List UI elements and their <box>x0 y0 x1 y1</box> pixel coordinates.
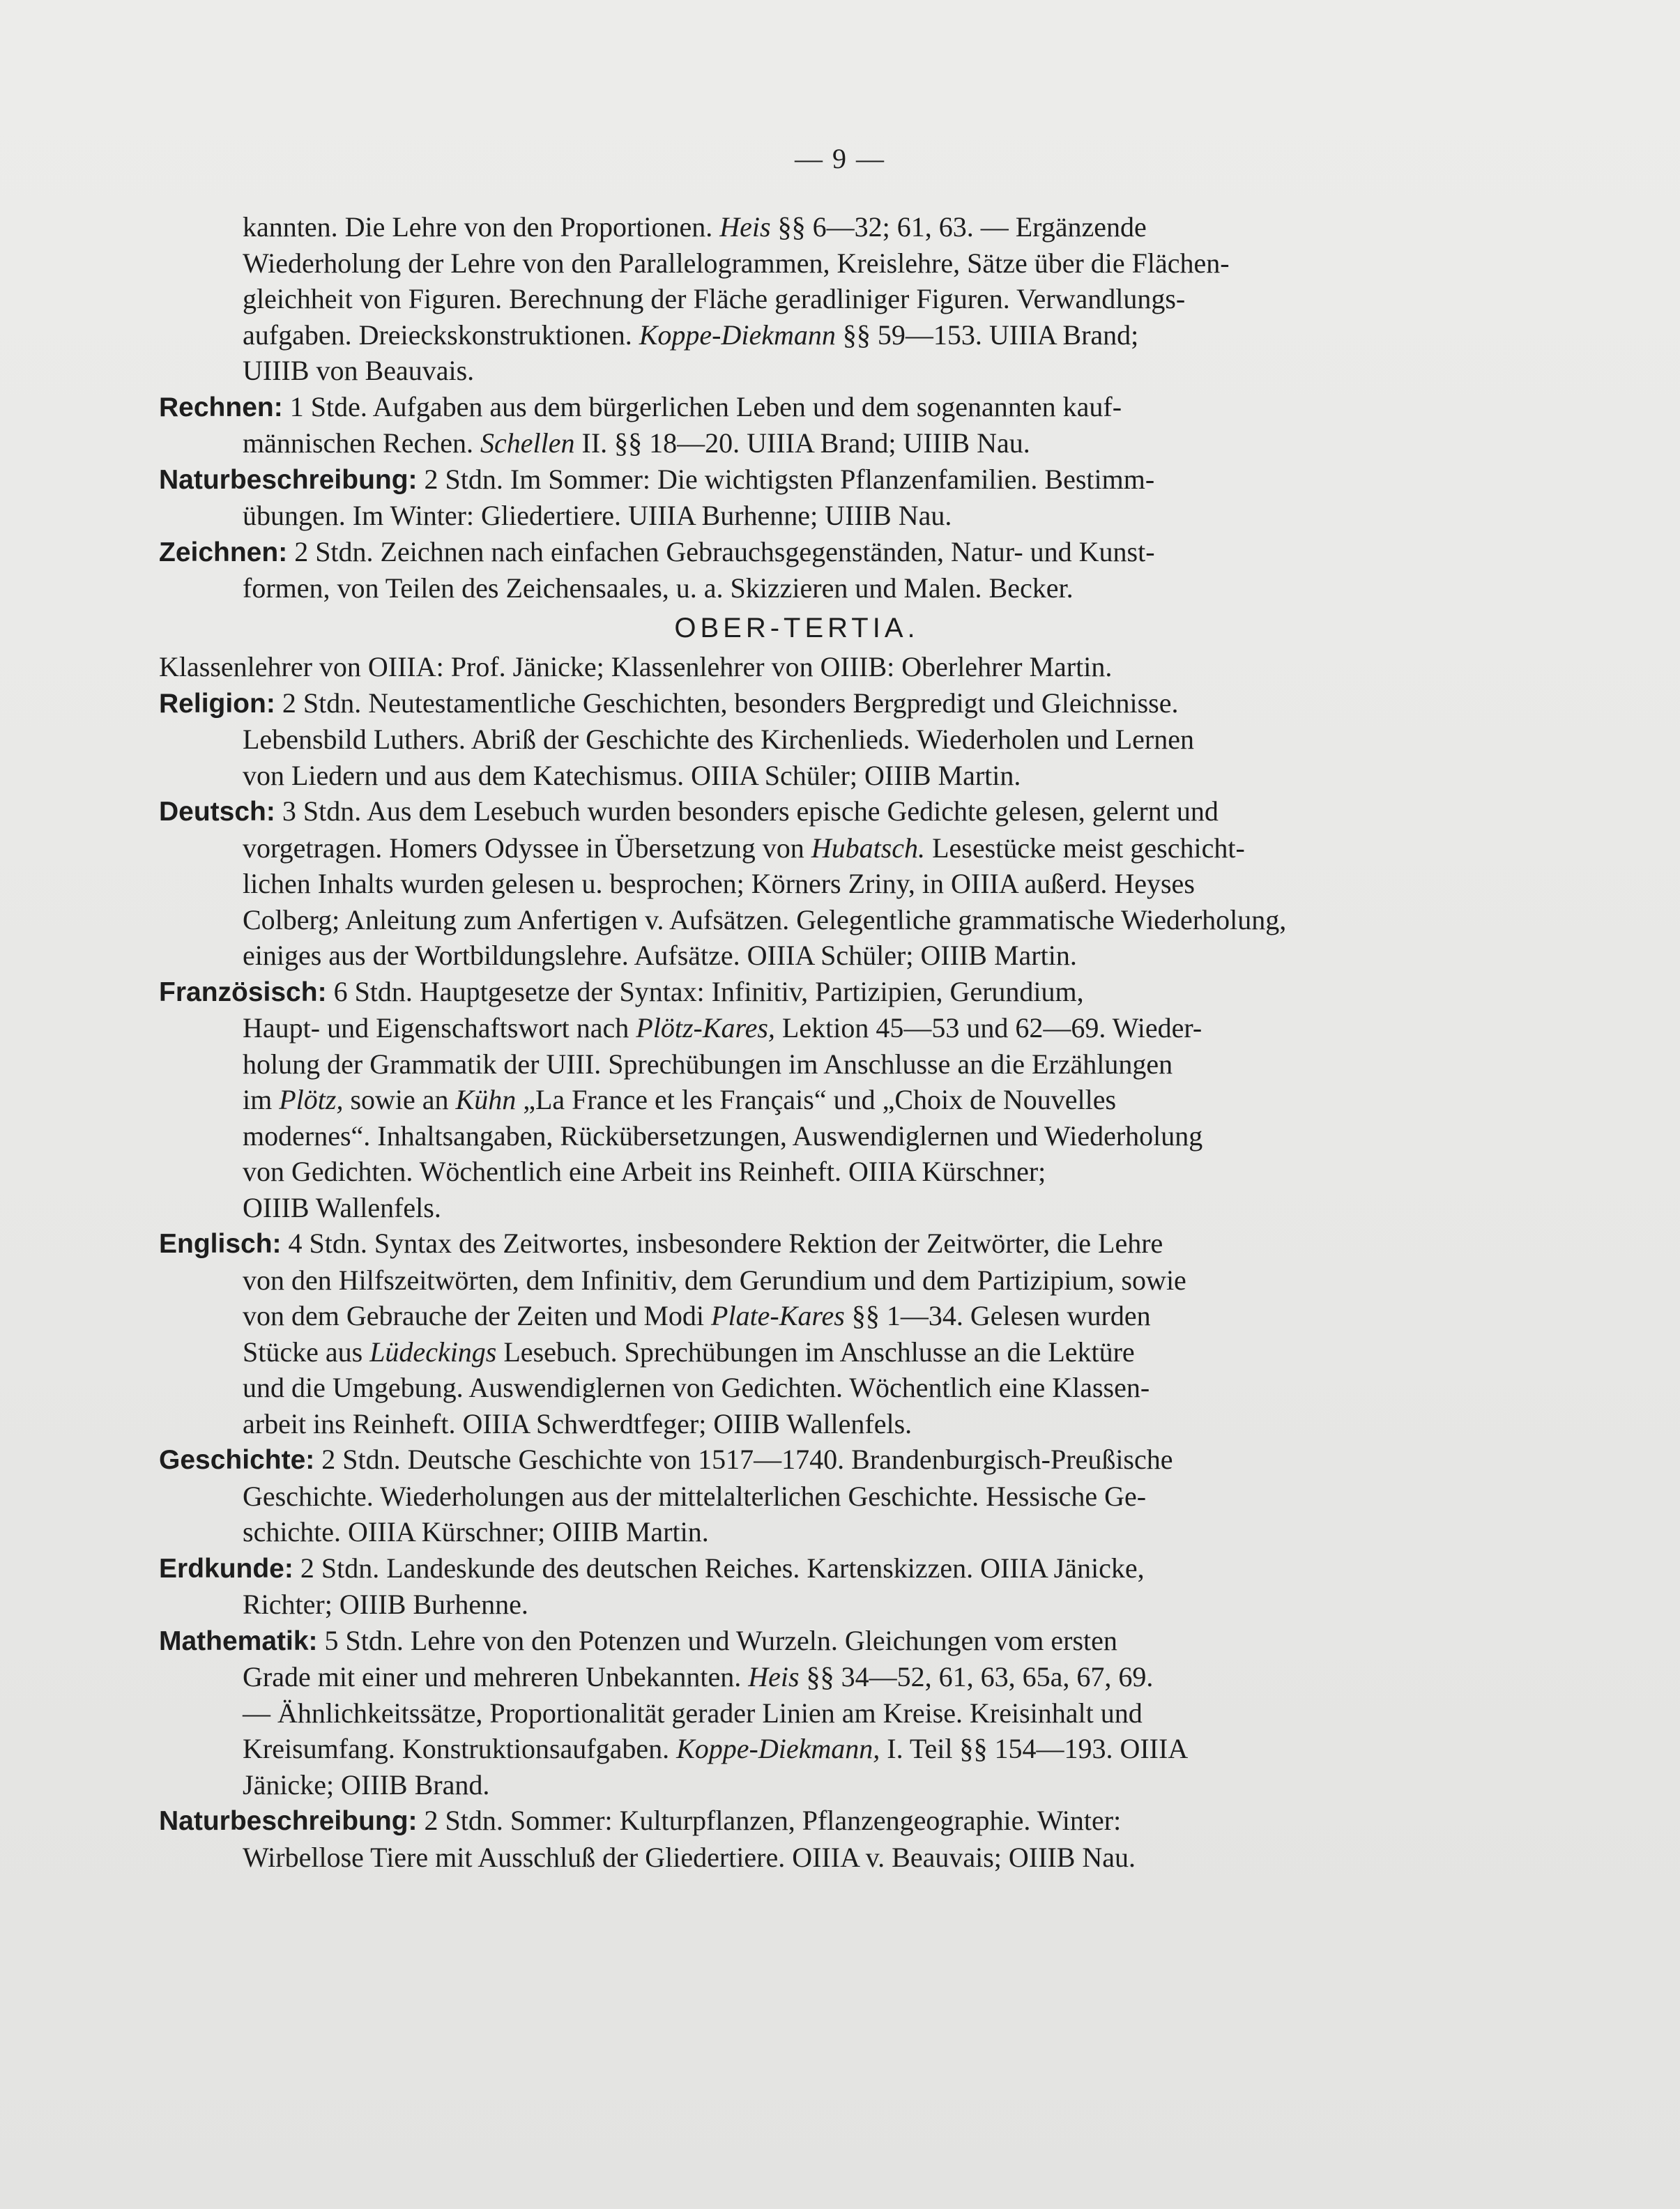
text-line: einiges aus der Wortbildungslehre. Aufsätze. OIIIA Schüler; OIIIB Martin. <box>243 940 1077 971</box>
book-title: Heis <box>748 1661 800 1692</box>
text-line: Lebensbild Luthers. Abriß der Geschichte des Kirchenlieds. Wiederholen und Lernen <box>243 724 1194 755</box>
text: männischen Rechen. <box>243 427 473 459</box>
subject-franzoesisch <box>159 974 1435 1226</box>
text: §§ 1—34. Gelesen wurden <box>851 1300 1151 1331</box>
subject-mathematik <box>159 1623 1435 1803</box>
subject-label: Mathematik: <box>159 1626 318 1656</box>
section-heading-ober-tertia: OBER-TERTIA. <box>674 612 919 643</box>
book-title: Heis <box>719 211 771 243</box>
text-line: Colberg; Anleitung zum Anfertigen v. Aufsätzen. Gelegentliche grammatische Wiederholung, <box>243 903 1287 935</box>
subject-geschichte <box>159 1442 1435 1550</box>
subject-label: Naturbeschreibung: <box>159 464 418 495</box>
text: II. §§ 18—20. UIIIA Brand; UIIIB Nau. <box>581 427 1030 459</box>
text-line: OIIIB Wallenfels. <box>243 1191 441 1223</box>
subject-label: Deutsch: <box>159 797 275 827</box>
text-line: Wiederholung der Lehre von den Parallelogrammen, Kreislehre, Sätze über die Flächen- <box>243 247 1230 279</box>
text-line: übungen. Im Winter: Gliedertiere. UIIIA Burhenne; UIIIB Nau. <box>243 500 952 531</box>
text-line: arbeit ins Reinheft. OIIIA Schwerdtfeger; OIIIB Wallenfels. <box>243 1407 912 1439</box>
text: §§ 59—153. UIIIA Brand; <box>842 319 1139 351</box>
text-line: gleichheit von Figuren. Berechnung der Fläche geradliniger Figuren. Verwandlungs- <box>243 283 1186 314</box>
text: §§ 34—52, 61, 63, 65a, 67, 69. <box>806 1661 1154 1692</box>
subject-label: Erdkunde: <box>159 1553 293 1584</box>
page-number: — 9 — <box>795 143 885 174</box>
text: 2 Stdn. Neutestamentliche Geschichten, besonders Bergpredigt und Gleichnisse. <box>282 687 1179 719</box>
text-line: Jänicke; OIIIB Brand. <box>243 1768 490 1801</box>
text: §§ 6—32; 61, 63. — Ergänzende <box>777 211 1147 243</box>
text: aufgaben. Dreieckskonstruktionen. <box>243 319 632 351</box>
subject-label: Englisch: <box>159 1229 282 1259</box>
text-line: von Gedichten. Wöchentlich eine Arbeit ins Reinheft. OIIIA Kürschner; <box>243 1156 1046 1187</box>
text-line: von Liedern und aus dem Katechismus. OIIIA Schüler; OIIIB Martin. <box>243 759 1021 791</box>
subject-label: Rechnen: <box>159 392 283 422</box>
book-title: Kühn <box>455 1084 517 1115</box>
book-title: Koppe-Diekmann <box>639 319 836 351</box>
book-title: Plate-Kares <box>711 1300 845 1331</box>
text: 4 Stdn. Syntax des Zeitwortes, insbesondere Rektion der Zeitwörter, die Lehre <box>288 1228 1163 1259</box>
text: 2 Stdn. Zeichnen nach einfachen Gebrauchsgegenständen, Natur- und Kunst- <box>294 535 1155 567</box>
subject-naturbeschreibung-ut <box>159 461 1435 534</box>
text: 5 Stdn. Lehre von den Potenzen und Wurzeln. Gleichungen vom ersten <box>324 1624 1117 1656</box>
text-line: UIIIB von Beauvais. <box>243 355 475 386</box>
book-title: Hubatsch. <box>811 832 926 864</box>
text: 6 Stdn. Hauptgesetze der Syntax: Infinitiv, Partizipien, Gerundium, <box>333 975 1084 1007</box>
text-line: von den Hilfszeitwörten, dem Infinitiv, dem Gerundium und dem Partizipium, sowie <box>243 1264 1186 1296</box>
book-title: Koppe-Diekmann, <box>676 1733 880 1764</box>
text: 2 Stdn. Deutsche Geschichte von 1517—1740. Brandenburgisch-Preußische <box>321 1444 1173 1475</box>
intro-paragraph <box>159 209 1435 389</box>
text: Lesebuch. Sprechübungen im Anschlusse an die Lektüre <box>503 1336 1135 1368</box>
text-line: Geschichte. Wiederholungen aus der mittelalterlichen Geschichte. Hessische Ge- <box>243 1480 1147 1512</box>
subject-label: Naturbeschreibung: <box>159 1806 418 1836</box>
subject-religion <box>159 685 1435 794</box>
text-line: und die Umgebung. Auswendiglernen von Gedichten. Wöchentlich eine Klassen- <box>243 1372 1150 1403</box>
text-line: formen, von Teilen des Zeichensaales, u. a. Skizzieren und Malen. Becker. <box>243 572 1074 604</box>
book-title: Lüdeckings <box>369 1336 497 1368</box>
text: Stücke aus <box>243 1336 363 1368</box>
subject-label: Geschichte: <box>159 1445 315 1475</box>
text: 2 Stdn. Im Sommer: Die wichtigsten Pflanzenfamilien. Bestimm- <box>424 463 1155 495</box>
text: I. Teil §§ 154—193. OIIIA <box>887 1733 1189 1764</box>
text-line: modernes“. Inhaltsangaben, Rückübersetzungen, Auswendiglernen und Wiederholung <box>243 1119 1203 1152</box>
klassenlehrer-line: Klassenlehrer von OIIIA: Prof. Jänicke; Klassenlehrer von OIIIB: Oberlehrer Martin. <box>159 651 1113 682</box>
subject-label: Zeichnen: <box>159 537 288 567</box>
text-line: lichen Inhalts wurden gelesen u. besprochen; Körners Zriny, in OIIIA außerd. Heyses <box>243 868 1195 899</box>
subject-englisch <box>159 1225 1435 1442</box>
text: „La France et les Français“ und „Choix de Nouvelles <box>523 1084 1117 1115</box>
text-line: schichte. OIIIA Kürschner; OIIIB Martin. <box>243 1516 709 1547</box>
text-line: — Ähnlichkeitssätze, Proportionalität gerader Linien am Kreise. Kreisinhalt und <box>243 1697 1143 1729</box>
text: Lektion 45—53 und 62—69. Wieder- <box>781 1012 1202 1044</box>
subject-label: Religion: <box>159 688 275 719</box>
book-title: Schellen <box>480 427 575 459</box>
text: sowie an <box>350 1084 449 1115</box>
text-line: Wirbellose Tiere mit Ausschluß der Gliedertiere. OIIIA v. Beauvais; OIIIB Nau. <box>243 1841 1136 1873</box>
subject-label: Französisch: <box>159 977 327 1007</box>
text: im <box>243 1084 273 1115</box>
text: von dem Gebrauche der Zeiten und Modi <box>243 1300 705 1331</box>
text: 2 Stdn. Sommer: Kulturpflanzen, Pflanzengeographie. Winter: <box>424 1805 1122 1836</box>
text: vorgetragen. Homers Odyssee in Übersetzung von <box>243 832 804 864</box>
subject-rechnen <box>159 389 1435 461</box>
text: Kreisumfang. Konstruktionsaufgaben. <box>243 1733 670 1764</box>
subject-naturbeschreibung-ot <box>159 1803 1435 1875</box>
text: 1 Stde. Aufgaben aus dem bürgerlichen Leben und dem sogenannten kauf- <box>289 390 1122 422</box>
text: Grade mit einer und mehreren Unbekannten. <box>243 1661 742 1692</box>
text-line: Richter; OIIIB Burhenne. <box>243 1589 528 1620</box>
text: Lesestücke meist geschicht- <box>932 832 1245 864</box>
subject-zeichnen <box>159 534 1435 606</box>
subject-erdkunde <box>159 1550 1435 1623</box>
subject-deutsch <box>159 793 1435 974</box>
text-line: holung der Grammatik der UIII. Sprechübungen im Anschlusse an die Erzählungen <box>243 1048 1173 1080</box>
book-title: Plötz-Kares, <box>636 1012 775 1044</box>
text: 2 Stdn. Landeskunde des deutschen Reiches. Kartenskizzen. OIIIA Jänicke, <box>300 1552 1145 1584</box>
book-title: Plötz, <box>279 1084 344 1115</box>
page-content <box>159 209 1435 1875</box>
text: Haupt- und Eigenschaftswort nach <box>243 1012 629 1044</box>
text: kannten. Die Lehre von den Proportionen. <box>243 211 713 243</box>
text: 3 Stdn. Aus dem Lesebuch wurden besonders epische Gedichte gelesen, gelernt und <box>282 795 1219 827</box>
